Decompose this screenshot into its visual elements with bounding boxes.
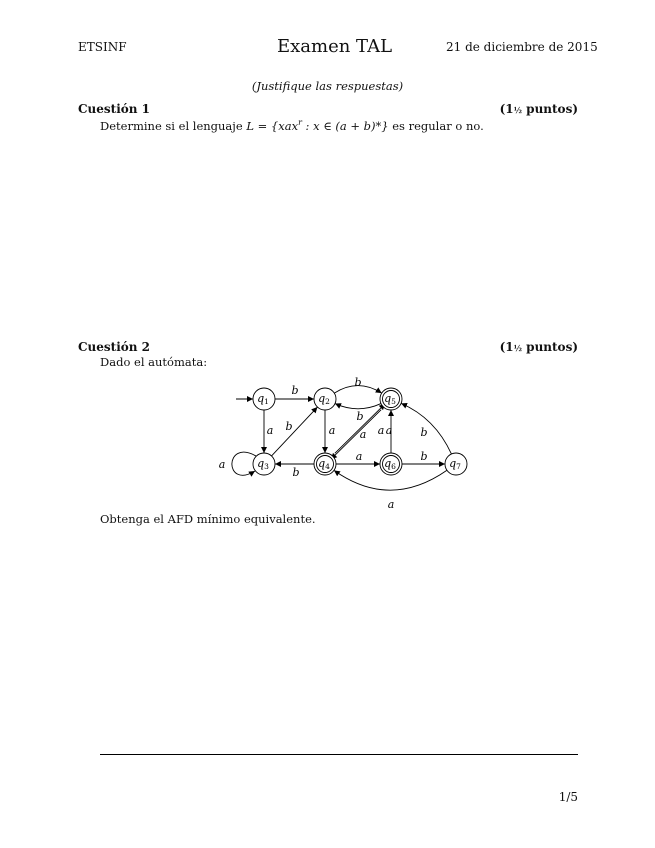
question-2-points: (1½ puntos) [499,340,578,354]
transition-q3-q2 [272,407,318,456]
svg-text:q2: q2 [318,392,330,406]
state-q6 [380,453,402,475]
svg-text:q6: q6 [384,457,396,471]
transition-label-q2-q5: b [354,376,362,389]
exam-title: Examen TAL [277,36,393,57]
question-2-intro: Dado el autómata: [100,355,208,369]
page-number: 1/5 [558,790,578,804]
transition-q5-q2 [335,404,381,409]
automaton-diagram [210,370,480,516]
state-q7 [445,453,467,475]
instructions: (Justifique las respuestas) [251,79,404,93]
transition-label-q7-q5: b [420,426,428,439]
transition-label-q4-q3: b [292,466,300,479]
transition-label-q1-q3: a [266,424,274,437]
transition-label-q4-q5: a [359,428,367,441]
exam-date: 21 de diciembre de 2015 [446,40,598,54]
transition-label-q2-q4: a [328,424,336,437]
state-q1 [253,388,275,410]
svg-text:q3: q3 [257,457,269,471]
state-q5 [380,388,402,410]
transition-label-q7-q4: a [387,498,395,511]
footer-rule [100,754,578,755]
question-1-points: (1½ puntos) [499,102,578,116]
transition-q3-q3 [232,452,256,475]
state-q4 [314,453,336,475]
transition-label-q5-q4: a [377,424,385,437]
svg-text:q1: q1 [257,392,269,406]
question-2-task: Obtenga el AFD mínimo equivalente. [100,512,316,526]
header-institution: ETSINF [78,40,127,54]
question-1-title: Cuestión 1 [78,102,151,116]
svg-text:q5: q5 [384,392,396,406]
transition-label-q5-q2: b [356,410,364,423]
state-q2 [314,388,336,410]
transition-label-q3-q3: a [218,458,226,471]
transition-label-q6-q7: b [420,450,428,463]
question-1-statement: Determine si el lenguaje L = {xax$^r$ : x ∈ (a + b)*} es regular o no. [100,118,484,133]
question-2-title: Cuestión 2 [78,340,151,354]
transition-label-q6-q5: a [385,424,393,437]
svg-text:q4: q4 [318,457,330,471]
state-q3 [253,453,275,475]
transition-label-q4-q6: a [355,450,363,463]
svg-text:q7: q7 [449,457,461,471]
transition-label-q3-q2: b [285,420,293,433]
transition-label-q1-q2: b [291,384,299,397]
